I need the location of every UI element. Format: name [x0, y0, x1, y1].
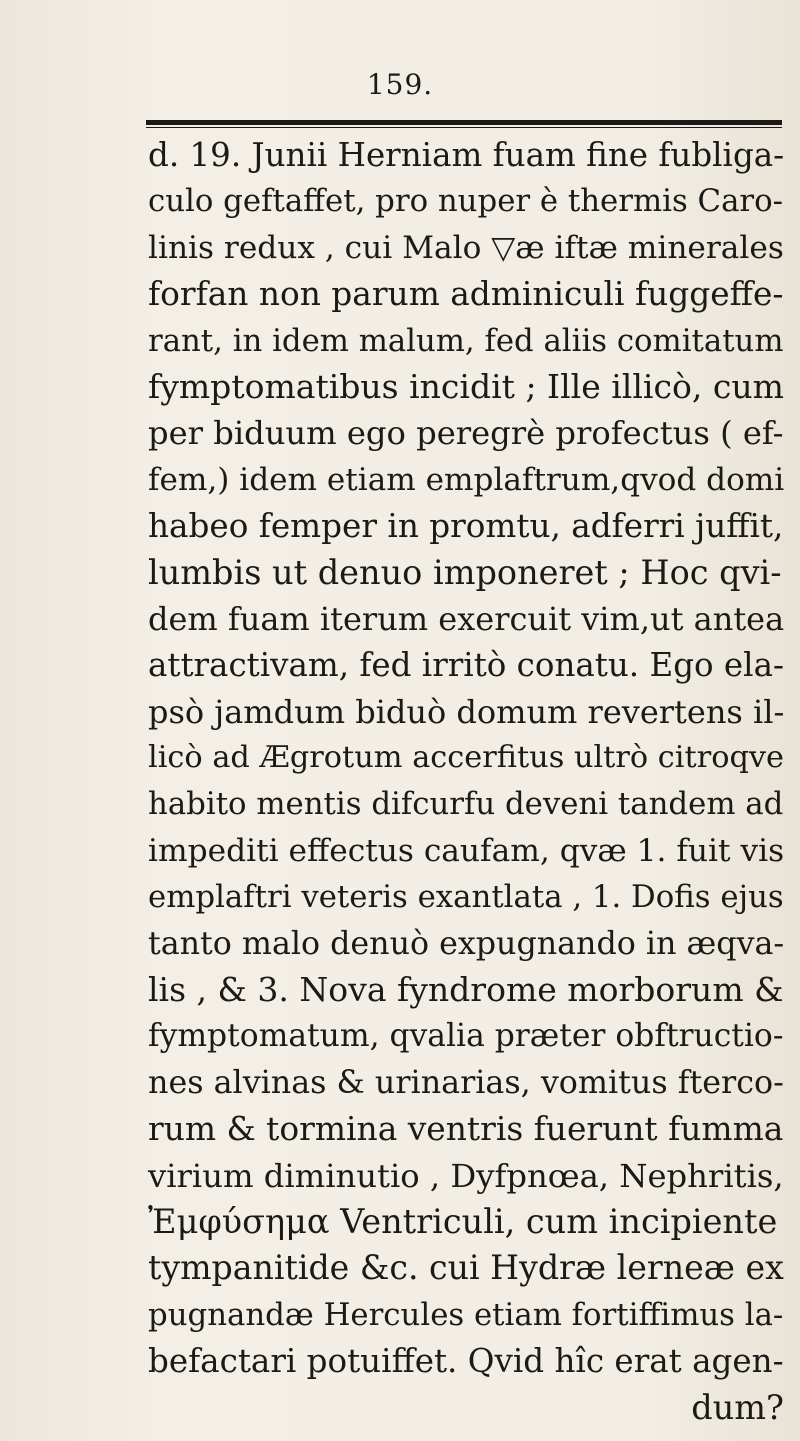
text-line: forfan non parum adminiculi fuggeffe-: [148, 275, 784, 314]
text-line: lis , & 3. Nova fyndrome morborum &: [148, 970, 784, 1010]
text-line: befactari potuiffet. Qvid hîc erat agen-: [148, 1342, 784, 1381]
text-line: psò jamdum biduò domum revertens il-: [148, 692, 785, 731]
text-line: fymptomatibus incidit ; Ille illicò, cum: [148, 366, 784, 406]
text-line: emplaftri veteris exantlata , 1. Dofis ejus: [148, 879, 784, 916]
text-line: rum & tormina ventris fuerunt fumma: [148, 1109, 784, 1149]
text-line: nes alvinas & urinarias, vomitus fterco-: [148, 1064, 784, 1101]
text-line: virium diminutio , Dyfpnœa, Nephritis,: [148, 1156, 784, 1195]
text-line: Ἐμφύσημα Ventriculi, cum incipiente: [148, 1201, 778, 1241]
text-line: rant, in idem malum, fed aliis comitatum: [148, 322, 784, 359]
text-line: d. 19. Junii Herniam fuam fine fubliga-: [148, 136, 785, 174]
text-line: attractivam, fed irritò conatu. Ego ela-: [148, 646, 784, 685]
text-line: licò ad Ægrotum accerfitus ultrò citroqve: [148, 740, 784, 776]
text-line: lumbis ut denuo imponeret ; Hoc qvi-: [148, 552, 782, 592]
body-text: [148, 132, 784, 1431]
text-line: fem,) idem etiam emplaftrum,qvod domi: [148, 461, 785, 498]
text-line: habito mentis difcurfu deveni tandem ad: [148, 786, 784, 823]
text-line: habeo femper in promtu, adferri juffit,: [148, 507, 784, 546]
text-line: pugnandæ Hercules etiam fortiffimus la-: [148, 1296, 784, 1333]
text-line: tanto malo denuò expugnando in æqva-: [148, 925, 785, 962]
text-line: linis redux , cui Malo ▽æ iftæ minerales: [148, 229, 784, 266]
text-line-last: dum?: [691, 1387, 784, 1427]
text-line: impediti effectus caufam, qvæ 1. fuit vis: [148, 832, 785, 869]
text-line: dem fuam iterum exercuit vim,ut antea: [148, 599, 785, 638]
text-line: tympanitide &c. cui Hydræ lerneæ ex: [148, 1248, 784, 1288]
text-line: fymptomatum, qvalia præter obftructio-: [148, 1018, 784, 1055]
header-rule: [146, 120, 782, 128]
page-number: 159.: [366, 68, 434, 101]
text-line: per biduum ego peregrè profectus ( ef-: [148, 414, 784, 453]
text-line: culo geftaffet, pro nuper è thermis Caro-: [148, 183, 784, 220]
